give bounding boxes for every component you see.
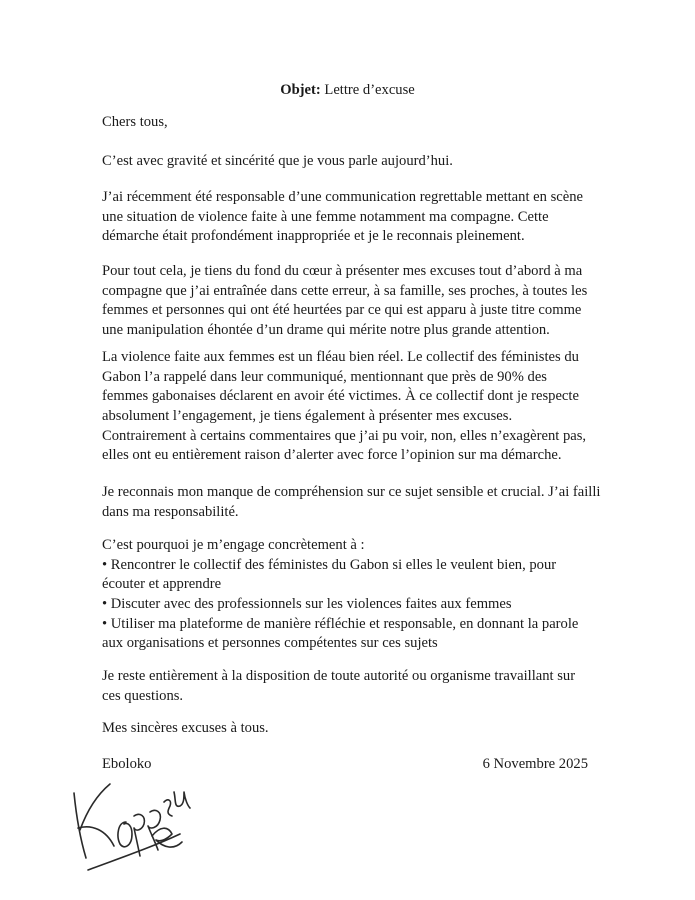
paragraph-line: femmes gabonaises déclarent en avoir été victimes. À ce collectif dont je respecte [102,388,579,405]
paragraph-4 [102,483,602,522]
paragraph-1 [102,188,602,247]
paragraph-line: ces questions. [102,687,184,704]
subject-line [0,81,695,101]
paragraph-line: Pour tout cela, je tiens du fond du cœur à présenter mes excuses tout d’abord à ma [102,263,583,279]
signature-row [102,755,588,775]
paragraph-line: dans ma responsabilité. [102,503,239,520]
intro-paragraph: C’est avec gravité et sincérité que je vous parle aujourd’hui. [102,153,453,169]
paragraph-line: une situation de violence faite à une femme notamment ma compagne. Cette [102,208,549,225]
paragraph-availability [102,667,602,706]
list-item-continuation: aux organisations et personnes compétentes sur ces sujets [102,635,438,652]
commitments-list [102,536,602,654]
signer-name: Eboloko [102,756,152,772]
letter-date: 6 Novembre 2025 [482,756,588,772]
list-item-continuation: écouter et apprendre [102,576,222,593]
paragraph-line: J’ai récemment été responsable d’une communication regrettable mettant en scène [102,189,583,205]
salutation: Chers tous, [102,114,168,130]
paragraph-line: démarche était profondément inappropriée et je le reconnais pleinement. [102,228,525,245]
paragraph-line: Gabon l’a rappelé dans leur communiqué, mentionnant que près de 90% des [102,368,547,385]
paragraph-line: Mes sincères excuses à tous. [102,720,269,736]
paragraph-2 [102,262,602,341]
paragraph-line: La violence faite aux femmes est un fléau bien réel. Le collectif des féministes du [102,349,579,365]
handwritten-signature-icon [60,778,220,878]
paragraph-line: elles ont eu entièrement raison d’alerter avec force l’opinion sur ma démarche. [102,447,562,464]
paragraph-line: une manipulation éhontée d’un drame qui mérite notre plus grande attention. [102,322,550,339]
list-intro: C’est pourquoi je m’engage concrètement à : [102,537,365,553]
subject-label: Objet: [280,82,321,98]
paragraph-line: absolument l’engagement, je tiens également à présenter mes excuses. [102,408,513,425]
paragraph-line: Contrairement à certains commentaires que j’ai pu voir, non, elles n’exagèrent pas, [102,427,587,444]
paragraph-3 [102,348,602,466]
paragraph-line: Je reconnais mon manque de compréhension sur ce sujet sensible et crucial. J’ai failli [102,484,601,500]
closing-line [102,719,602,739]
list-item: • Rencontrer le collectif des féministes du Gabon si elles le veulent bien, pour [102,556,557,573]
list-item: • Utiliser ma plateforme de manière réfléchie et responsable, en donnant la parole [102,615,579,632]
paragraph-line: compagne que j’ai entraînée dans cette erreur, à sa famille, ses proches, à toutes les [102,282,588,299]
paragraph-line: Je reste entièrement à la disposition de toute autorité ou organisme travaillant sur [102,668,576,684]
list-item: • Discuter avec des professionnels sur les violences faites aux femmes [102,596,512,613]
paragraph-line: femmes et personnes qui ont été heurtées par ce qui est apparu à juste titre comme [102,302,582,319]
subject-text: Lettre d’excuse [324,82,415,98]
